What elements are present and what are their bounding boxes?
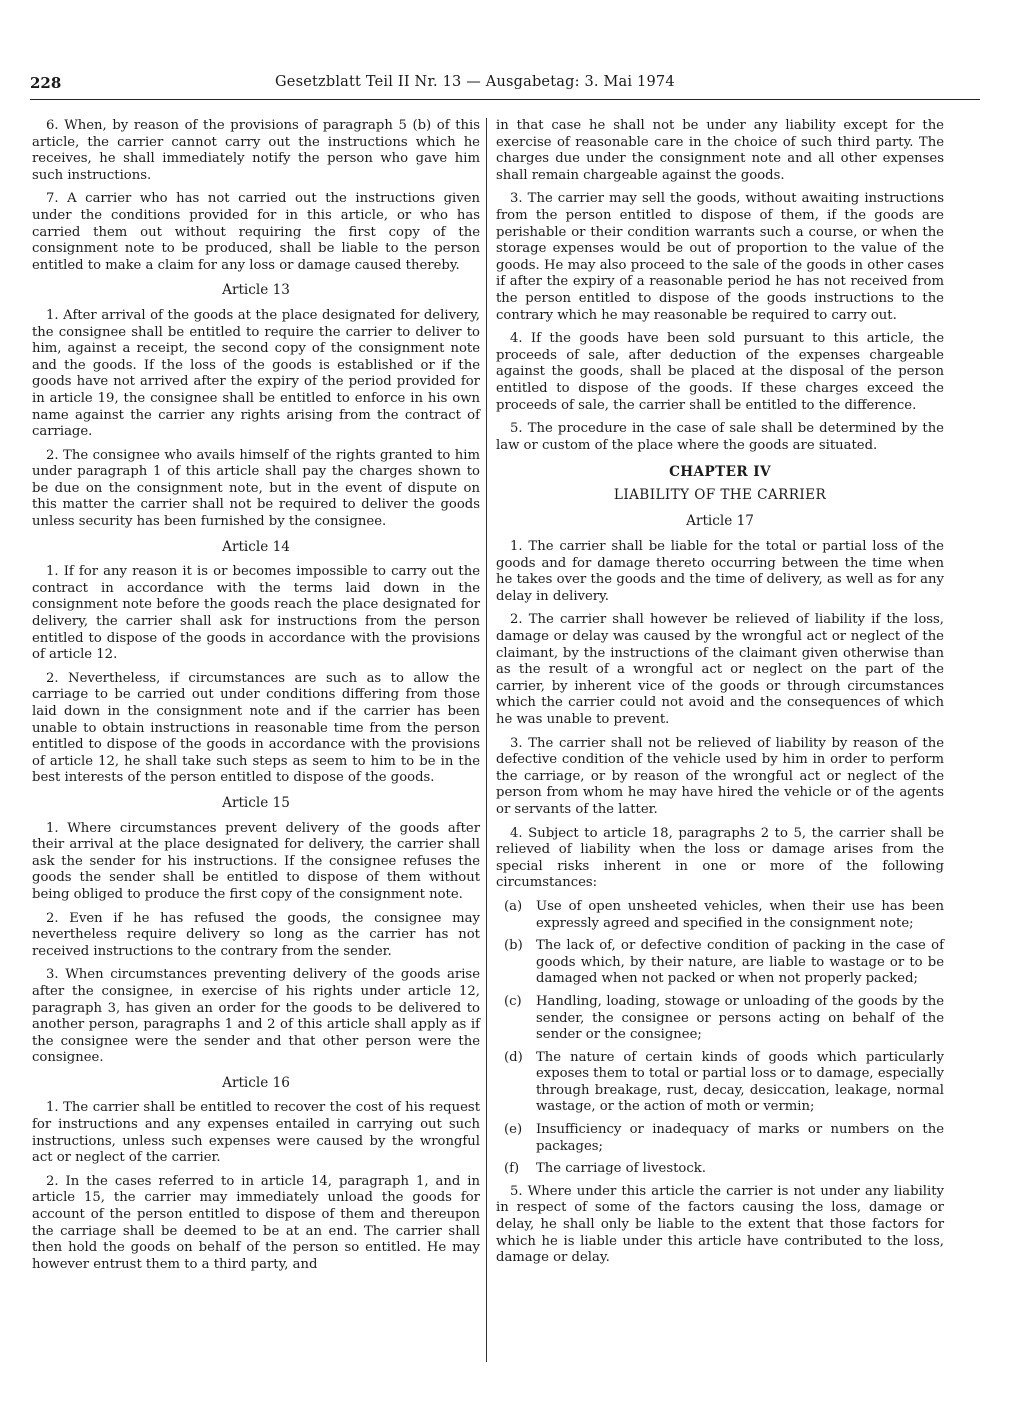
paragraph: 1. If for any reason it is or becomes impossible to carry out the contract in accordance with the terms laid down in the consignment note before the goods reach the place designated for delivery, the carrier shall ask for instructions from the person entitled to dispose of the goods in accordance with the provisions of article 12. [32, 564, 480, 663]
article-heading: Article 17 [686, 513, 754, 530]
list-item [496, 994, 944, 1044]
paragraph: 5. The procedure in the case of sale shall be determined by the law or custom of the place where the goods are situated. [496, 421, 944, 453]
list-item-text: Handling, loading, stowage or unloading of the goods by the sender, the consignee or persons acting on behalf of the sender or the consignee; [536, 993, 944, 1043]
paragraph: 6. When, by reason of the provisions of paragraph 5 (b) of this article, the carrier cannot carry out the instructions which he receives, he shall immediately notify the person who gave him such instructions. [32, 118, 480, 183]
paragraph: 2. Even if he has refused the goods, the consignee may nevertheless require delivery so long as the carrier has not received instructions to the contrary from the sender. [32, 910, 480, 959]
column-divider [486, 118, 487, 1362]
list-item [496, 938, 944, 988]
page-header [30, 74, 980, 96]
chapter-title: LIABILITY OF THE CARRIER [613, 486, 827, 503]
list-item-label: (b) [504, 938, 523, 954]
list-item [496, 1161, 944, 1178]
list-item-label: (f) [504, 1161, 520, 1177]
paragraph: 4. If the goods have been sold pursuant to this article, the proceeds of sale, after deduction of the expenses chargeable against the goods, shall be placed at the disposal of the person entitled to dispose of the goods. If these charges exceed the proceeds of sale, the carrier shall be entitled to the difference. [496, 331, 944, 413]
paragraph: 3. When circumstances preventing delivery of the goods arise after the consignee, in exercise of his rights under article 12, paragraph 3, has given an order for the goods to be delivered to another person, paragraphs 1 and 2 of this article shall apply as if the consignee were the sender and that other person were the consignee. [32, 967, 480, 1066]
paragraph: 1. After arrival of the goods at the place designated for delivery, the consignee shall be entitled to require the carrier to deliver to him, against a receipt, the second copy of the consignment note and the goods. If the loss of the goods is established or if the goods have not arrived after the expiry of the period provided for in article 19, the consignee shall be entitled to enforce in his own name against the carrier any rights arising from the contract of carriage. [32, 307, 480, 440]
article-heading: Article 14 [222, 538, 290, 555]
chapter-heading: CHAPTER IV [669, 464, 771, 481]
paragraph: 2. Nevertheless, if circumstances are such as to allow the carriage to be carried out under conditions differing from those laid down in the consignment note and if the carrier has been unable to obtain instructions in reasonable time from the person entitled to dispose of the goods in accordance with the provisions of article 12, he shall take such steps as seem to him to be in the best interests of the person entitled to dispose of the goods. [32, 670, 480, 786]
list-item [496, 1122, 944, 1155]
list-item-text: Insufficiency or inadequacy of marks or numbers on the packages; [536, 1122, 944, 1154]
paragraph: 1. The carrier shall be liable for the total or partial loss of the goods and for damage thereto occurring between the time when he takes over the goods and the time of delivery, as well as for any delay in delivery. [496, 539, 944, 604]
list-item-label: (d) [504, 1049, 523, 1065]
paragraph: 4. Subject to article 18, paragraphs 2 to 5, the carrier shall be relieved of liability when the loss or damage arises from the special risks inherent in one or more of the following circumstances: [496, 825, 944, 891]
left-column [32, 118, 480, 1280]
list-item-text: Use of open unsheeted vehicles, when their use has been expressly agreed and specified in the consignment note; [536, 898, 944, 931]
paragraph: 1. Where circumstances prevent delivery of the goods after their arrival at the place designated for delivery, the carrier shall ask the sender for his instructions. If the consignee refuses the goods the sender shall be entitled to dispose of them without being obliged to produce the first copy of the consignment note. [32, 820, 480, 902]
paragraph: 7. A carrier who has not carried out the instructions given under the conditions provided for in this article, or who has carried them out without requiring the first copy of the consignment note to be produced, shall be liable to the person entitled to make a claim for any loss or damage caused thereby. [32, 191, 480, 273]
paragraph: 5. Where under this article the carrier is not under any liability in respect of some of the factors causing the loss, damage or delay, he shall only be liable to the extent that those factors for which he is liable under this article have contributed to the loss, damage or delay. [496, 1183, 944, 1266]
header-rule [30, 99, 980, 100]
article-heading: Article 13 [222, 282, 290, 299]
paragraph: 3. The carrier may sell the goods, without awaiting instructions from the person entitled to dispose of them, if the goods are perishable or their condition warrants such a course, or when the storage expenses would be out of proportion to the value of the goods. He may also proceed to the sale of the goods in other cases if after the expiry of a reasonable period he has not received from the person entitled to dispose of the goods instructions to the contrary which he may reasonable be required to carry out. [496, 191, 944, 323]
list-item [496, 1050, 944, 1116]
list-item-text: The nature of certain kinds of goods which particularly exposes them to total or partial loss or to damage, especially through breakage, rust, decay, desiccation, leakage, normal wastage, or the action of moth or vermin; [536, 1049, 944, 1115]
right-column [496, 118, 944, 1274]
running-title: Gesetzblatt Teil II Nr. 13 — Ausgabetag: 3. Mai 1974 [275, 74, 675, 90]
list-item-text: The lack of, or defective condition of packing in the case of goods which, by their nature, are liable to wastage or to be damaged when not packed or when not properly packed; [536, 938, 944, 987]
paragraph: 2. The consignee who avails himself of the rights granted to him under paragraph 1 of this article shall pay the charges shown to be due on the consignment note, but in the event of dispute on this matter the carrier shall not be required to deliver the goods unless security has been furnished by the consignee. [32, 447, 480, 530]
paragraph: 1. The carrier shall be entitled to recover the cost of his request for instructions and any expenses entailed in carrying out such instructions, unless such expenses were caused by the wrongful act or neglect of the carrier. [32, 1100, 480, 1166]
list-item-label: (c) [504, 993, 522, 1009]
page-number: 228 [30, 74, 62, 92]
article-heading: Article 15 [222, 794, 290, 811]
paragraph-continuation: in that case he shall not be under any liability except for the exercise of reasonable care in the choice of such third party. The charges due under the consignment note and all other expenses shall remain chargeable against the goods. [496, 118, 944, 183]
article-heading: Article 16 [222, 1074, 290, 1091]
list-item-label: (e) [504, 1122, 523, 1138]
list-item [496, 899, 944, 932]
list-item-text: The carriage of livestock. [536, 1161, 706, 1177]
list-item-label: (a) [504, 898, 523, 914]
paragraph: 2. In the cases referred to in article 14, paragraph 1, and in article 15, the carrier may immediately unload the goods for account of the person entitled to dispose of them and thereupon the carriage shall be deemed to be at an end. The carrier shall then hold the goods on behalf of the person so entitled. He may however entrust them to a third party, and [32, 1173, 480, 1272]
paragraph: 2. The carrier shall however be relieved of liability if the loss, damage or delay was caused by the wrongful act or neglect of the claimant, by the instructions of the claimant given otherwise than as the result of a wrongful act or neglect on the part of the carrier, by inherent vice of the goods or through circumstances which the carrier could not avoid and the consequences of which he was unable to prevent. [496, 612, 944, 727]
paragraph: 3. The carrier shall not be relieved of liability by reason of the defective condition of the vehicle used by him in order to perform the carriage, or by reason of the wrongful act or neglect of the person from whom he may have hired the vehicle or of the agents or servants of the latter. [496, 735, 944, 817]
